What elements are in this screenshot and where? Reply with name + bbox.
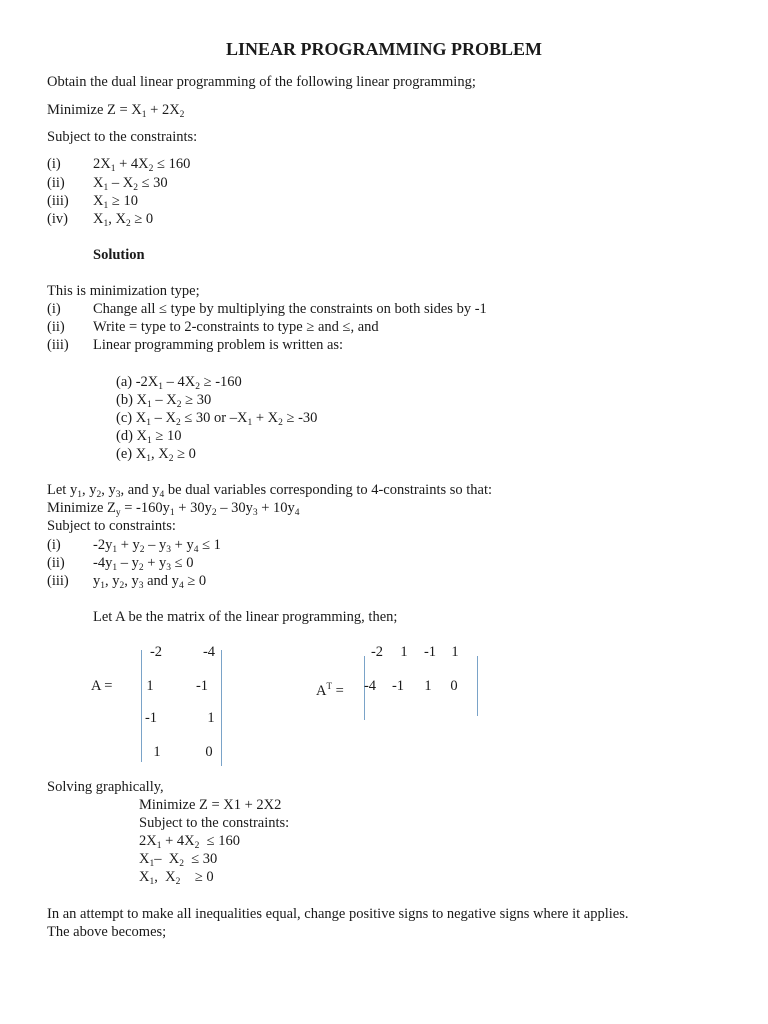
rewritten-constraint: (c) $X_1 - X_2 \le 30$ or $-X_1 + X_2 \ge -30$ xyxy=(116,410,318,428)
matrix-a-cell: -1 xyxy=(195,678,209,694)
constraint-expression: $X_1$, $X_2 \ge 0$ xyxy=(93,211,154,229)
matrix-at-cell: -1 xyxy=(423,644,437,660)
graph-constraint: $X_1-$ $X_2 \le 30$ xyxy=(139,851,218,869)
matrix-at-cell: 0 xyxy=(450,678,458,694)
solution-heading: Solution xyxy=(93,247,145,263)
matrix-at-cell: -4 xyxy=(363,678,377,694)
dual-objective: Minimize $Z_y = -160y_1 + 30y_2 - 30y_3 + 10y_4$ xyxy=(47,500,300,518)
step-number: (ii) xyxy=(47,319,65,335)
matrix-a-cell: 0 xyxy=(205,744,213,760)
closing-text: In an attempt to make all inequalities equal, change positive signs to negative signs where it applies. xyxy=(47,906,629,922)
constraint-expression: $X_1 - X_2 \le 30$ xyxy=(93,175,168,193)
dual-constraint-number: (i) xyxy=(47,537,61,553)
objective-function: Minimize $Z = X_1 + 2X_2$ xyxy=(47,102,185,120)
graph-constraint: $2X_1 + 4X_2 \le 160$ xyxy=(139,833,240,851)
matrix-a-cell: 1 xyxy=(153,744,161,760)
constraint-number: (ii) xyxy=(47,175,65,191)
page-title: LINEAR PROGRAMMING PROBLEM xyxy=(226,39,542,59)
dual-constraint-expression: $-2y_1 + y_2 - y_3 + y_4 \le 1$ xyxy=(93,537,221,555)
dual-constraint-number: (iii) xyxy=(47,573,69,589)
matrix-a-cell: -1 xyxy=(144,710,158,726)
rewritten-constraint: (d) $X_1 \ge 10$ xyxy=(116,428,182,446)
constraint-number: (i) xyxy=(47,156,61,172)
matrix-a-cell: -2 xyxy=(149,644,163,660)
graph-subject-label: Subject to the constraints: xyxy=(139,815,290,831)
constraint-number: (iii) xyxy=(47,193,69,209)
closing-text: The above becomes; xyxy=(47,924,167,940)
matrix-at-right-bracket xyxy=(477,656,478,716)
matrix-at-cell: -1 xyxy=(391,678,405,694)
rewritten-constraint: (b) $X_1 - X_2 \ge 30$ xyxy=(116,392,212,410)
step-text: Write = type to 2-constraints to type ≥ and ≤, and xyxy=(93,319,379,335)
constraint-expression: $2X_1 + 4X_2 \le 160$ xyxy=(93,156,191,174)
dual-subject-label: Subject to constraints: xyxy=(47,518,176,534)
dual-constraint-expression: $-4y_1 - y_2 + y_3 \le 0$ xyxy=(93,555,194,573)
subject-to-label: Subject to the constraints: xyxy=(47,129,198,145)
matrix-a-cell: -4 xyxy=(202,644,216,660)
dual-constraint-expression: $y_1$, $y_2$, $y_3$ and $y_4 \ge 0$ xyxy=(93,573,207,591)
matrix-at-cell: 1 xyxy=(424,678,432,694)
matrix-a-cell: 1 xyxy=(207,710,215,726)
matrix-a-right-bracket xyxy=(221,650,222,766)
minimization-note: This is minimization type; xyxy=(47,283,200,299)
graph-objective: Minimize Z = X1 + 2X2 xyxy=(139,797,282,813)
intro-text: Obtain the dual linear programming of the following linear programming; xyxy=(47,74,476,90)
constraint-expression: $X_1 \ge 10$ xyxy=(93,193,138,211)
rewritten-constraint: (a) $-2X_1 - 4X_2 \ge -160$ xyxy=(116,374,242,392)
step-number: (iii) xyxy=(47,337,69,353)
step-text: Change all ≤ type by multiplying the constraints on both sides by -1 xyxy=(93,301,487,317)
graph-constraint: $X_1$, $X_2$ ≥ 0 xyxy=(139,869,214,887)
matrix-a-cell: 1 xyxy=(146,678,154,694)
rewritten-constraint: (e) $X_1$, $X_2 \ge 0$ xyxy=(116,446,196,464)
dual-intro: Let $y_1$, $y_2$, $y_3$, and $y_4$ be dual variables corresponding to 4-constraints so that: xyxy=(47,482,493,500)
constraint-number: (iv) xyxy=(47,211,68,227)
matrix-at-label: $A^T$ = xyxy=(316,681,344,699)
graph-intro: Solving graphically, xyxy=(47,779,164,795)
matrix-at-cell: 1 xyxy=(400,644,408,660)
matrix-at-cell: 1 xyxy=(451,644,459,660)
matrix-intro: Let A be the matrix of the linear programming, then; xyxy=(93,609,398,625)
step-number: (i) xyxy=(47,301,61,317)
matrix-a-label: A = xyxy=(91,678,113,694)
step-text: Linear programming problem is written as: xyxy=(93,337,344,353)
dual-constraint-number: (ii) xyxy=(47,555,65,571)
matrix-a-left-bracket xyxy=(141,650,142,762)
matrix-at-cell: -2 xyxy=(370,644,384,660)
